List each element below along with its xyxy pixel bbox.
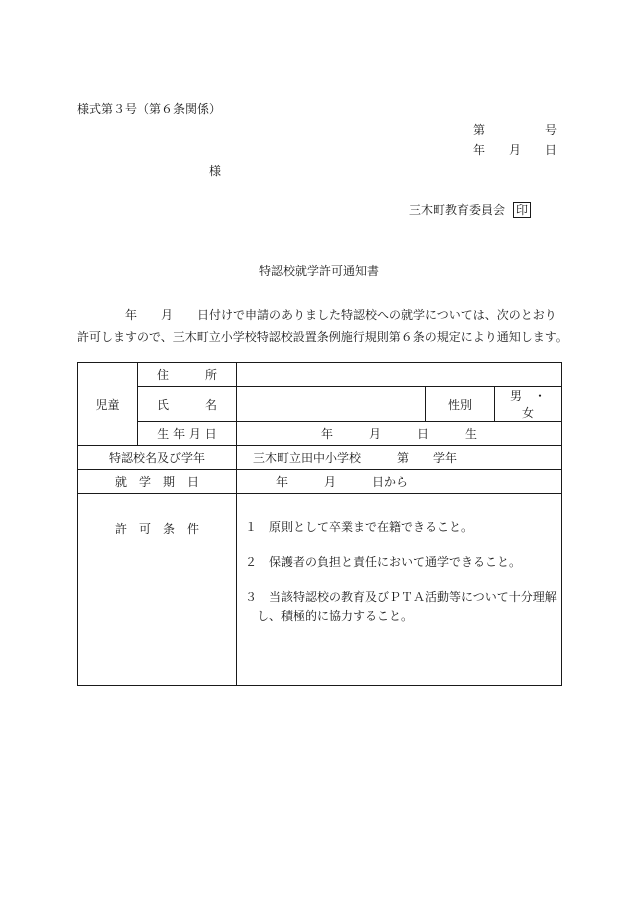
table-row — [78, 446, 562, 470]
condition-item-continued: し、積極的に協力すること。 — [257, 609, 414, 623]
document-number-line: 第 号 — [473, 123, 558, 137]
address-label: 住 所 — [138, 363, 237, 387]
period-value: 年 月 日から — [237, 470, 562, 494]
birthdate-value: 年 月 日 生 — [237, 422, 562, 446]
seal-stamp: 印 — [513, 202, 531, 218]
table-row — [78, 494, 562, 686]
condition-item: ３ 当該特認校の教育及びＰＴＡ活動等について十分理解 — [245, 590, 557, 604]
conditions-label: 許 可 条 件 — [78, 494, 237, 686]
body-line-2: 許可しますので、三木町立小学校特認校設置条例施行規則第６条の規定により通知します。 — [77, 330, 568, 344]
body-paragraph — [77, 304, 568, 348]
condition-item: ２ 保護者の負担と責任において通学できること。 — [245, 555, 522, 569]
table-row — [78, 363, 562, 387]
birthdate-label: 生 年 月 日 — [138, 422, 237, 446]
school-label: 特認校名及び学年 — [78, 446, 237, 470]
conditions-list — [237, 494, 562, 686]
table-row — [78, 470, 562, 494]
gender-label: 性別 — [426, 387, 495, 422]
gender-value: 男 ・ 女 — [495, 387, 562, 422]
child-label: 児童 — [78, 363, 138, 446]
permission-table — [77, 362, 562, 686]
condition-item: １ 原則として卒業まで在籍できること。 — [245, 520, 474, 534]
date-line: 年 月 日 — [473, 143, 558, 157]
form-number: 様式第３号（第６条関係） — [77, 102, 222, 116]
body-line-1: 年 月 日付けで申請のありました特認校への就学については、次のとおり — [77, 308, 557, 322]
name-value — [237, 387, 426, 422]
school-value: 三木町立田中小学校 第 学年 — [237, 446, 562, 470]
table-row — [78, 422, 562, 446]
document-title: 特認校就学許可通知書 — [259, 264, 380, 278]
table-row — [78, 387, 562, 422]
issuer-block — [409, 202, 531, 218]
period-label: 就 学 期 日 — [78, 470, 237, 494]
name-label: 氏 名 — [138, 387, 237, 422]
issuer-name: 三木町教育委員会 — [409, 203, 506, 217]
address-value — [237, 363, 562, 387]
addressee-suffix: 様 — [209, 164, 222, 178]
